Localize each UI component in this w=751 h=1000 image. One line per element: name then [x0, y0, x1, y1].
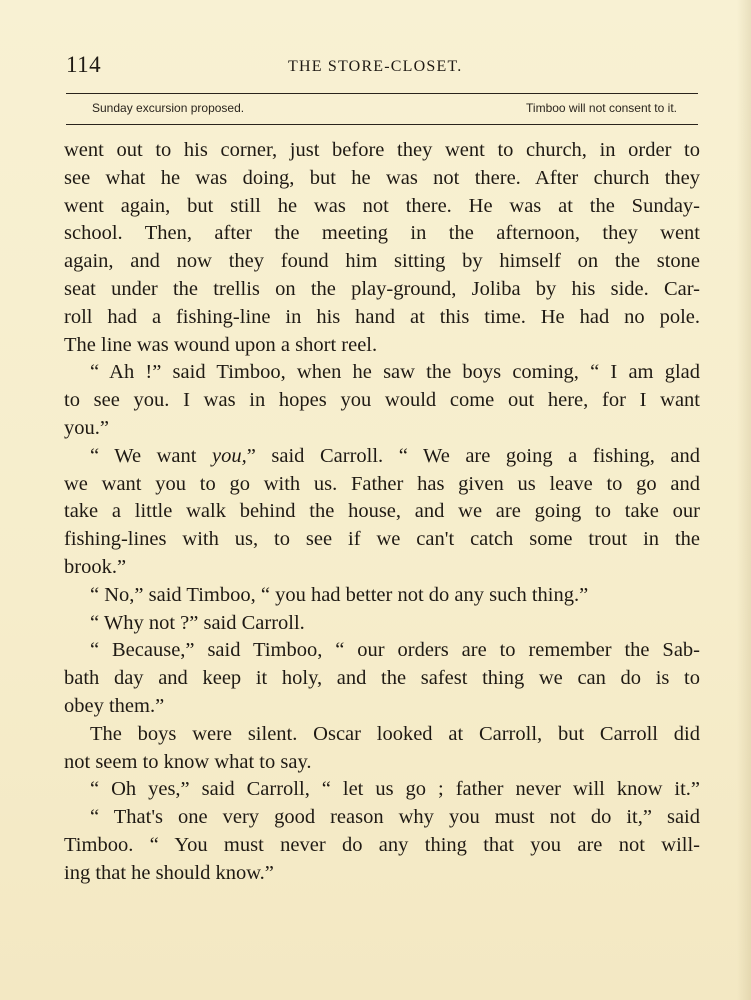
- body-text: [64, 137, 700, 888]
- text-line: you.”: [64, 416, 109, 439]
- running-title: THE STORE-CLOSET.: [288, 58, 463, 75]
- text-line: take a little walk behind the house, and we are going to take our: [64, 500, 700, 523]
- subhead-left: Sunday excursion proposed.: [92, 101, 245, 115]
- text-line: we want you to go with us. Father has given us leave to go and: [64, 472, 700, 495]
- text-line: ing that he should know.”: [64, 861, 274, 884]
- text-line: The line was wound upon a short reel.: [64, 333, 378, 356]
- subhead-right: Timboo will not consent to it.: [526, 101, 677, 115]
- italic-fragment: you,: [212, 444, 247, 467]
- text-line: bath day and keep it holy, and the safest thing we can do is to: [64, 667, 700, 690]
- text-line: see what he was doing, but he was not there. After church they: [64, 166, 700, 189]
- text-line: Timboo. “ You must never do any thing that you are not will-: [64, 833, 700, 856]
- text-line: “ Because,” said Timboo, “ our orders are to remember the Sab-: [90, 639, 700, 662]
- text-line: to see you. I was in hopes you would come out here, for I want: [64, 389, 700, 412]
- page-header: [66, 52, 698, 86]
- text-line-mixed: [64, 443, 700, 471]
- header-rule-bottom: [66, 124, 698, 125]
- text-line: brook.”: [64, 555, 127, 578]
- text-line: school. Then, after the meeting in the afternoon, they went: [64, 222, 700, 245]
- text-line: seat under the trellis on the play-ground, Joliba by his side. Car-: [64, 277, 700, 300]
- text-line: went out to his corner, just before they went to church, in order to: [64, 139, 700, 161]
- text-line: “ Ah !” said Timboo, when he saw the boys coming, “ I am glad: [90, 361, 700, 384]
- text-line: “ That's one very good reason why you must not do it,” said: [90, 806, 700, 829]
- text-line: obey them.”: [64, 694, 165, 717]
- text-line: “ Oh yes,” said Carroll, “ let us go ; father never will know it.”: [90, 778, 700, 801]
- text-line: “ No,” said Timboo, “ you had better not do any such thing.”: [90, 583, 589, 606]
- text-line: roll had a fishing-line in his hand at this time. He had no pole.: [64, 305, 700, 328]
- text-line: again, and now they found him sitting by himself on the stone: [64, 250, 700, 273]
- header-rule-top: [66, 93, 698, 94]
- text-fragment: “ We want: [90, 444, 213, 467]
- text-line: The boys were silent. Oscar looked at Carroll, but Carroll did: [90, 722, 700, 745]
- page-number: 114: [66, 52, 102, 77]
- text-fragment: ” said Carroll. “ We are going a fishing, and: [246, 444, 700, 467]
- text-line: not seem to know what to say.: [64, 750, 312, 773]
- section-subheads: [92, 101, 677, 119]
- page-edge-shadow: [737, 0, 751, 1000]
- text-line: fishing-lines with us, to see if we can't catch some trout in the: [64, 528, 700, 551]
- text-line: “ Why not ?” said Carroll.: [90, 611, 305, 634]
- text-line: went again, but still he was not there. He was at the Sunday-: [64, 194, 700, 217]
